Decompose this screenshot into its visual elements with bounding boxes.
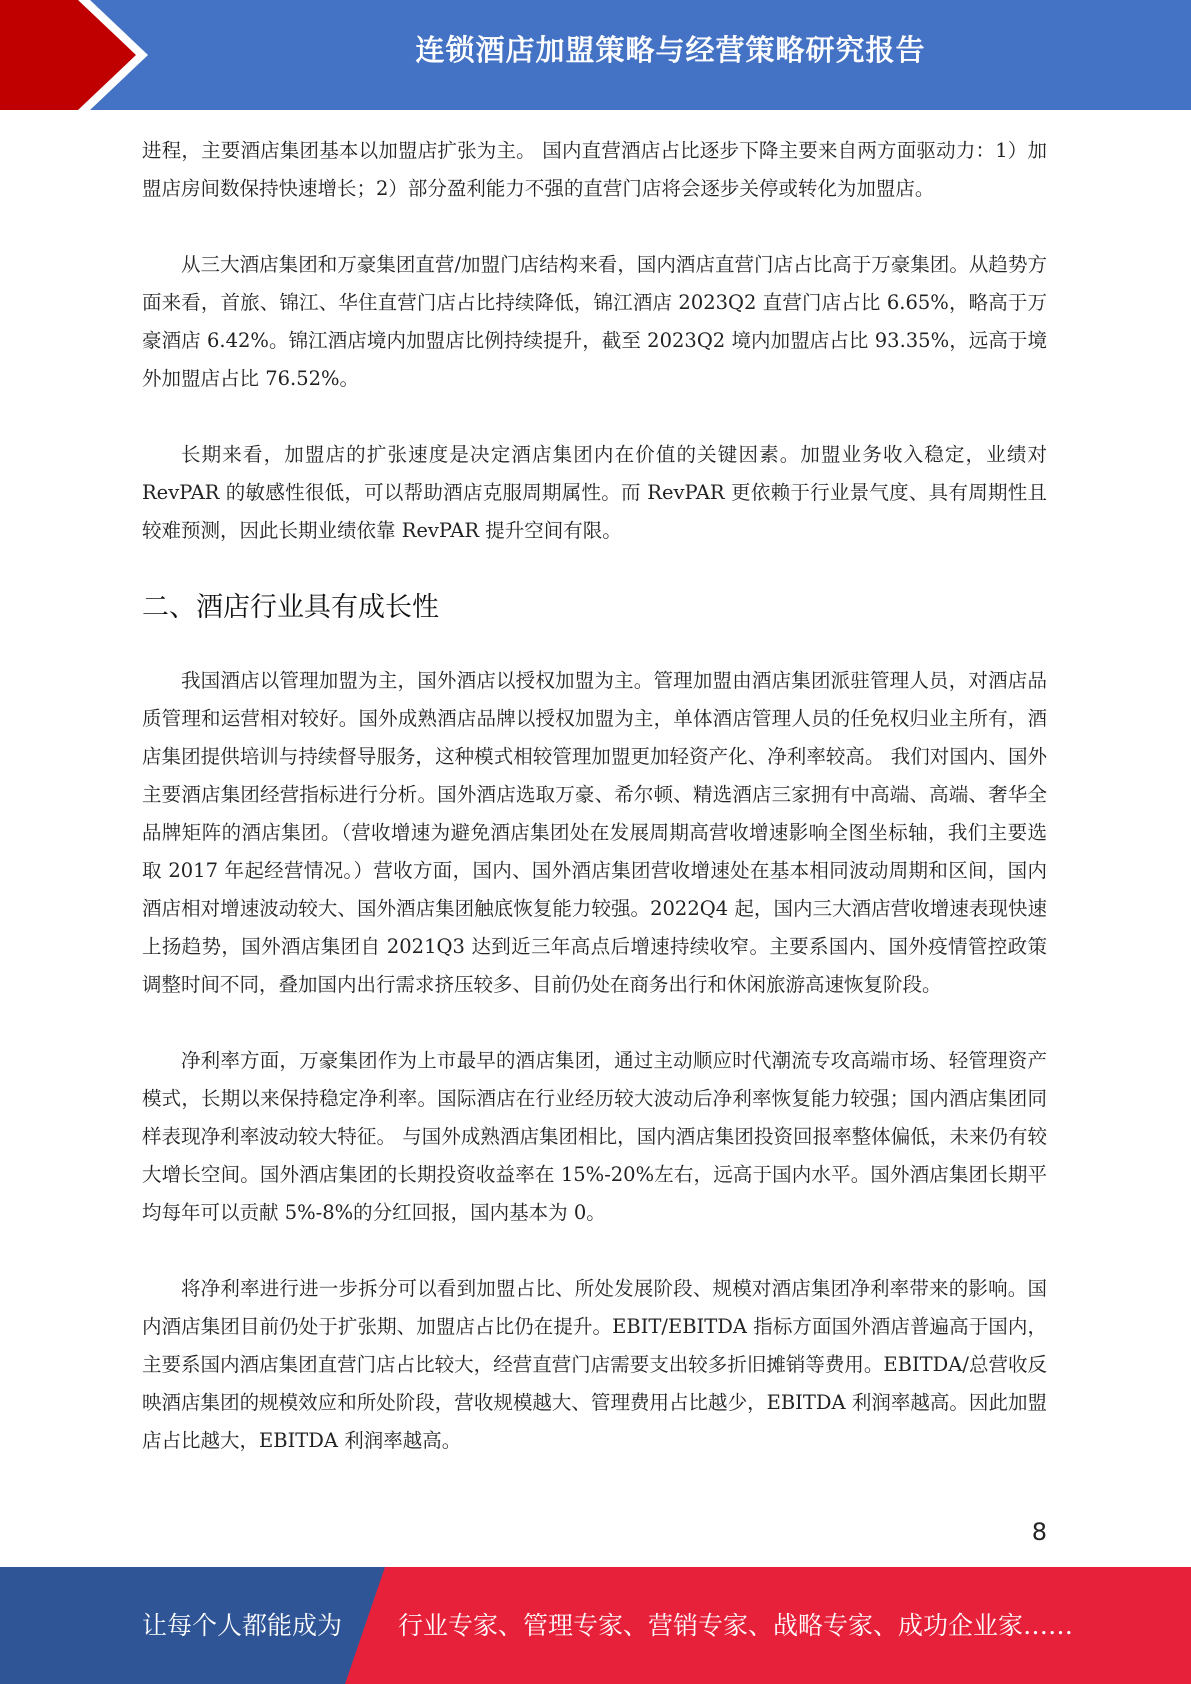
paragraph: 我国酒店以管理加盟为主，国外酒店以授权加盟为主。管理加盟由酒店集团派驻管理人员，对酒店品质管理和运营相对较好。国外成熟酒店品牌以授权加盟为主，单体酒店管理人员的任免权归业主所有，酒店集团提供培训与持续督导服务，这种模式相较管理加盟更加轻资产化、净利率较高。 我们对国内、国外主要酒店集团经营指标进行分析。国外酒店选取万豪、希尔顿、精选酒店三家拥有中高端、高端、奢华全品牌矩阵的酒店集团。（营收增速为避免酒店集团处在发展周期高营收增速影响全图坐标轴，我们主要选取 2017 年起经营情况。）营收方面，国内、国外酒店集团营收增速处在基本相同波动周期和区间，国内酒店相对增速波动较大、国外酒店集团触底恢复能力较强。2022Q4 起，国内三大酒店营收增速表现快速上扬趋势，国外酒店集团自 2021Q3 达到近三年高点后增速持续收窄。主要系国内、国外疫情管控政策调整时间不同，叠加国内出行需求挤压较多、目前仍处在商务出行和休闲旅游高速恢复阶段。 (142, 669, 1047, 996)
paragraph: 长期来看，加盟店的扩张速度是决定酒店集团内在价值的关键因素。加盟业务收入稳定，业绩对 RevPAR 的敏感性很低，可以帮助酒店克服周期属性。而 RevPAR 更依赖于行业景气度、具有周期性且较难预测，因此长期业绩依靠 RevPAR 提升空间有限。 (142, 443, 1047, 542)
page-number: 8 (1031, 1518, 1047, 1546)
page-footer (0, 1567, 1191, 1684)
document-title: 连锁酒店加盟策略与经营策略研究报告 (415, 33, 926, 67)
page-header (0, 0, 1191, 110)
footer-slogan-left: 让每个人都能成为 (142, 1611, 343, 1640)
footer-slogan-right: 行业专家、管理专家、营销专家、战略专家、成功企业家…… (398, 1611, 1074, 1640)
paragraph: 从三大酒店集团和万豪集团直营/加盟门店结构来看，国内酒店直营门店占比高于万豪集团。从趋势方面来看，首旅、锦江、华住直营门店占比持续降低，锦江酒店 2023Q2 直营门店占比 6.65%，略高于万豪酒店 6.42%。锦江酒店境内加盟店比例持续提升，截至 2023Q2 境内加盟店占比 93.35%，远高于境外加盟店占比 76.52%。 (142, 253, 1047, 390)
section-heading: 二、酒店行业具有成长性 (142, 592, 439, 623)
paragraph: 净利率方面，万豪集团作为上市最早的酒店集团，通过主动顺应时代潮流专攻高端市场、轻管理资产模式，长期以来保持稳定净利率。国际酒店在行业经历较大波动后净利率恢复能力较强；国内酒店集团同样表现净利率波动较大特征。 与国外成熟酒店集团相比，国内酒店集团投资回报率整体偏低，未来仍有较大增长空间。国外酒店集团的长期投资收益率在 15%-20%左右，远高于国内水平。国外酒店集团长期平均每年可以贡献 5%-8%的分红回报，国内基本为 0。 (142, 1049, 1047, 1224)
paragraph-continued: 进程，主要酒店集团基本以加盟店扩张为主。 国内直营酒店占比逐步下降主要来自两方面驱动力：1）加盟店房间数保持快速增长；2）部分盈利能力不强的直营门店将会逐步关停或转化为加盟店。 (142, 139, 1047, 200)
paragraph: 将净利率进行进一步拆分可以看到加盟占比、所处发展阶段、规模对酒店集团净利率带来的影响。国内酒店集团目前仍处于扩张期、加盟店占比仍在提升。EBIT/EBITDA 指标方面国外酒店普遍高于国内，主要系国内酒店集团直营门店占比较大，经营直营门店需要支出较多折旧摊销等费用。EBITDA/总营收反映酒店集团的规模效应和所处阶段，营收规模越大、管理费用占比越少，EBITDA 利润率越高。因此加盟店占比越大，EBITDA 利润率越高。 (142, 1277, 1047, 1452)
document-body (142, 132, 1047, 1498)
